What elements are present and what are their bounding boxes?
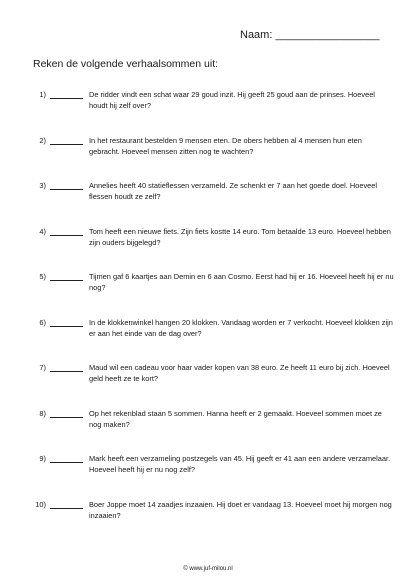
problem-number: 4) <box>39 226 46 236</box>
problem-text: Tijmen gaf 6 kaartjes aan Demin en 6 aan Cosmo. Eerst had hij er 16. Hoeveel heeft hij er nu nog? <box>89 272 394 292</box>
problem-text: Annelies heeft 40 statieflessen verzameld. Ze schenkt er 7 aan het goede doel. Hoeveel flessen houdt ze zelf? <box>89 181 378 201</box>
problem-number: 1) <box>39 90 46 99</box>
problem-number: 2) <box>39 135 46 145</box>
copyright-footer: © www.juf-milou.nl <box>183 566 233 572</box>
problem-text: De ridder vindt een schat waar 29 goud inzit. Hij geeft 25 goud aan de prinses. Hoeveel houdt hij zelf over? <box>89 90 375 110</box>
problem-text: Tom heeft een nieuwe fiets. Zijn fiets kostte 14 euro. Tom betaalde 13 euro. Hoeveel hebben zijn ouders bijgelegd? <box>89 226 391 247</box>
answer-line <box>50 189 83 190</box>
answer-line <box>50 326 83 327</box>
problem-number: 10) <box>35 499 46 509</box>
answer-line <box>50 280 83 281</box>
problem-item-9 <box>0 453 416 499</box>
problem-item-3 <box>0 180 416 226</box>
answer-line <box>50 508 83 509</box>
problem-item-5 <box>0 271 416 317</box>
answer-line <box>50 98 83 99</box>
problem-number: 5) <box>39 272 46 281</box>
problem-item-6 <box>0 317 416 363</box>
problem-number: 6) <box>39 317 46 327</box>
problem-item-7 <box>0 362 416 408</box>
problem-text: Op het rekenblad staan 5 sommen. Hanna heeft er 2 gemaakt. Hoeveel sommen moet ze nog maken? <box>89 408 382 429</box>
name-field-label: Naam: _________________ <box>240 29 380 41</box>
problem-item-1 <box>0 89 416 135</box>
problem-number: 9) <box>39 454 46 463</box>
problem-list <box>0 89 416 544</box>
answer-line <box>50 235 83 236</box>
problem-text: Mark heeft een verzameling postzegels van 45. Hij geeft er 41 aan een andere verzamelaar. Hoeveel heeft hij er nu nog zelf? <box>89 454 391 474</box>
answer-line <box>50 462 83 463</box>
problem-number: 7) <box>39 363 46 372</box>
problem-text: In het restaurant bestelden 9 mensen eten. De obers hebben al 4 mensen hun eten gebracht. Hoeveel mensen zitten nog te wachten? <box>89 135 362 156</box>
problem-item-8 <box>0 408 416 454</box>
problem-number: 3) <box>39 181 46 190</box>
problem-item-2 <box>0 135 416 181</box>
problem-text: Boer Joppe moet 14 zaadjes inzaaien. Hij doet er vandaag 13. Hoeveel moet hij morgen nog inzaaien? <box>89 499 392 520</box>
problem-item-10 <box>0 499 416 545</box>
problem-number: 8) <box>39 408 46 418</box>
answer-line <box>50 144 83 145</box>
problem-item-4 <box>0 226 416 272</box>
answer-line <box>50 417 83 418</box>
problem-text: Maud wil een cadeau voor haar vader kopen van 38 euro. Ze heeft 11 euro bij zich. Hoeveel geld heeft ze te kort? <box>89 363 390 383</box>
answer-line <box>50 371 83 372</box>
problem-text: In de klokkenwinkel hangen 20 klokken. Vandaag worden er 7 verkocht. Hoeveel klokken zijn er aan het einde van de dag over? <box>89 317 393 338</box>
instruction-heading: Reken de volgende verhaalsommen uit: <box>33 58 219 70</box>
